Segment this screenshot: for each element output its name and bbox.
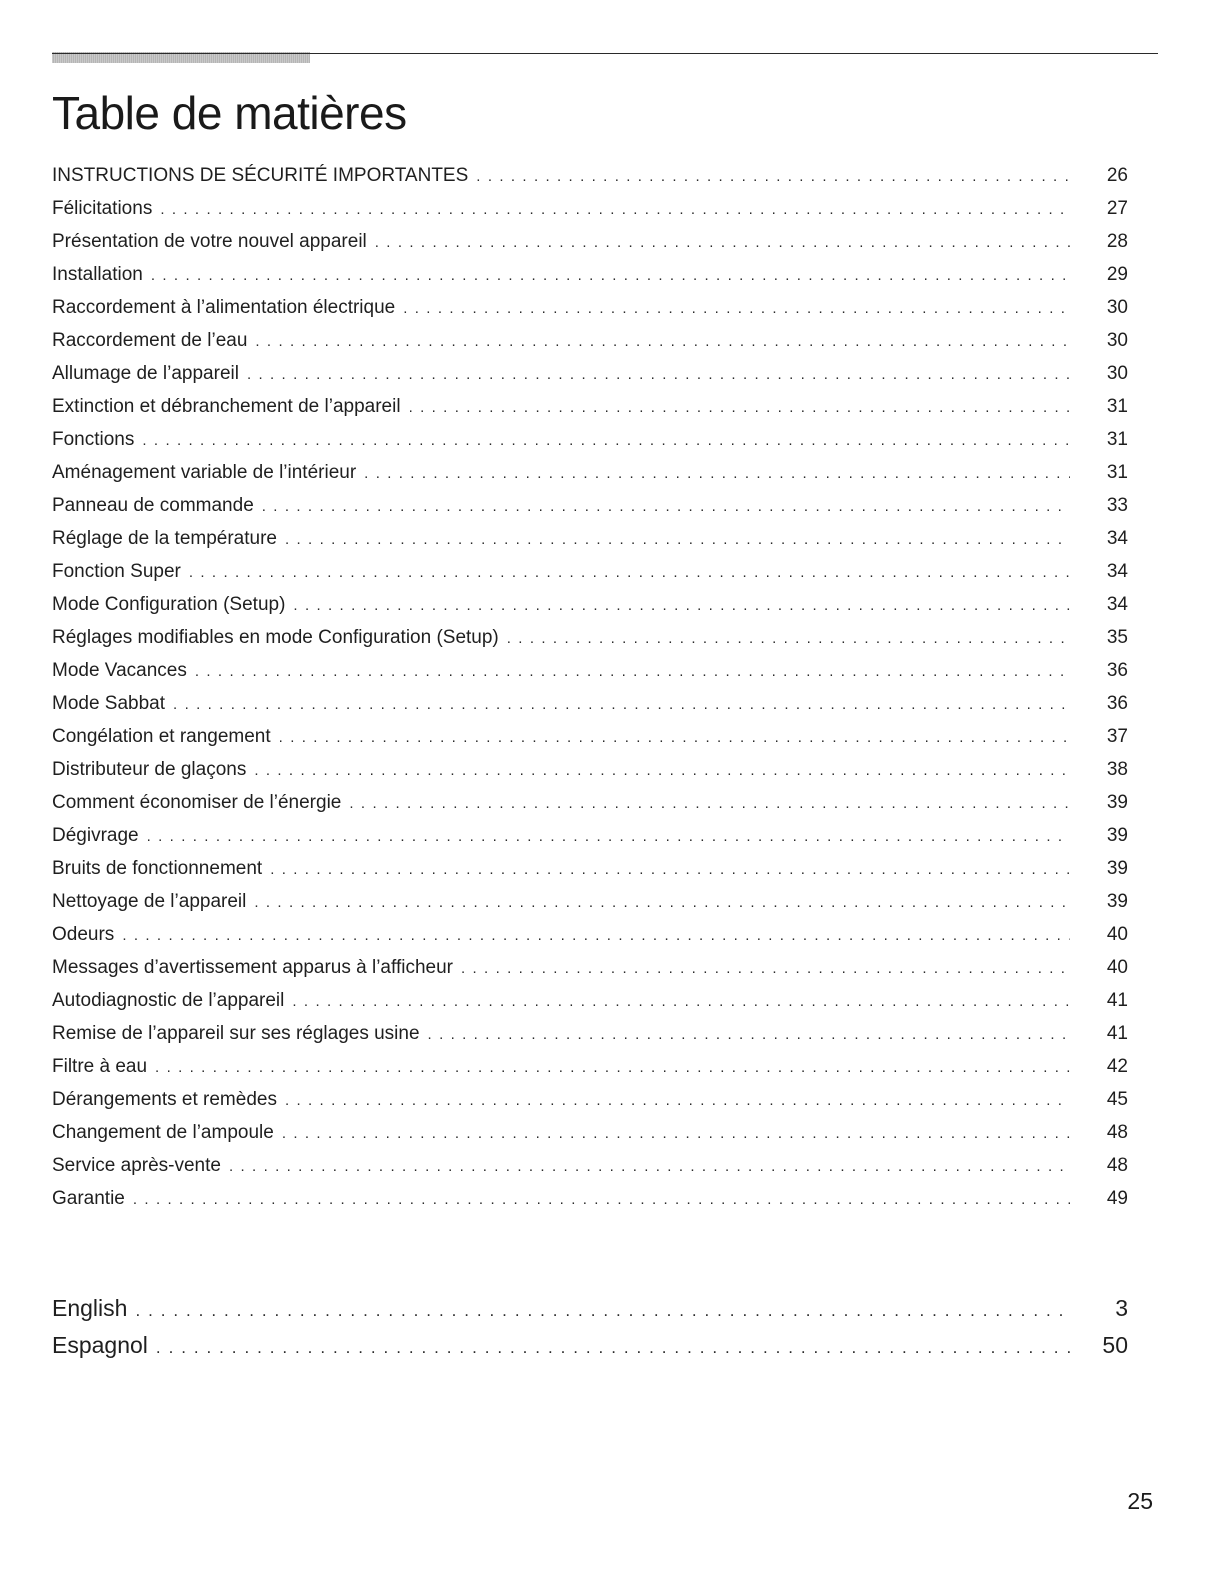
toc-entry[interactable] — [52, 594, 1128, 627]
toc-entry[interactable] — [52, 957, 1128, 990]
page-title: Table de matières — [52, 87, 407, 139]
toc-entry[interactable] — [52, 528, 1128, 561]
toc-entry-label: Dérangements et remèdes — [52, 1089, 277, 1110]
language-entry[interactable] — [52, 1332, 1128, 1369]
toc-entry-label: Autodiagnostic de l’appareil — [52, 990, 285, 1011]
toc-entry-label: Congélation et rangement — [52, 726, 271, 747]
toc-entry[interactable] — [52, 495, 1128, 528]
toc-entry[interactable] — [52, 1188, 1128, 1221]
toc-entry[interactable] — [52, 792, 1128, 825]
toc-entry-label: Fonction Super — [52, 561, 181, 582]
toc-entry-page: 40 — [1106, 924, 1128, 945]
dot-leader — [279, 729, 1070, 746]
dot-leader — [375, 234, 1070, 251]
toc-entry-page: 33 — [1106, 495, 1128, 516]
dot-leader — [409, 399, 1070, 416]
toc-entry-page: 41 — [1106, 990, 1128, 1011]
toc-entry-label: Raccordement à l’alimentation électrique — [52, 297, 396, 318]
toc-entry[interactable] — [52, 429, 1128, 462]
dot-leader — [285, 531, 1070, 548]
page-number: 25 — [1127, 1488, 1153, 1514]
toc-entry-label: Remise de l’appareil sur ses réglages usine — [52, 1023, 420, 1044]
language-entry-label: English — [52, 1295, 128, 1321]
toc-entry[interactable] — [52, 1056, 1128, 1089]
dot-leader — [282, 1125, 1070, 1142]
toc-entry[interactable] — [52, 891, 1128, 924]
toc-entry[interactable] — [52, 1155, 1128, 1188]
toc-entry[interactable] — [52, 1122, 1128, 1155]
toc-entry-label: Présentation de votre nouvel appareil — [52, 231, 367, 252]
dot-leader — [254, 762, 1070, 779]
toc-entry-page: 39 — [1106, 858, 1128, 879]
dot-leader — [428, 1026, 1070, 1043]
toc-entry-page: 31 — [1106, 462, 1128, 483]
dot-leader — [476, 168, 1070, 185]
toc-entry-page: 37 — [1106, 726, 1128, 747]
toc-entry-page: 42 — [1106, 1056, 1128, 1077]
toc-entry-page: 36 — [1106, 693, 1128, 714]
dot-leader — [122, 927, 1070, 944]
toc-entry-label: Réglage de la température — [52, 528, 277, 549]
toc-entry[interactable] — [52, 264, 1128, 297]
toc-entry[interactable] — [52, 231, 1128, 264]
toc-entry-label: Félicitations — [52, 198, 153, 219]
toc-entry[interactable] — [52, 990, 1128, 1023]
toc-entry-page: 39 — [1106, 825, 1128, 846]
toc-entry-label: Dégivrage — [52, 825, 139, 846]
dot-leader — [403, 300, 1070, 317]
toc-entry[interactable] — [52, 660, 1128, 693]
toc-entry[interactable] — [52, 363, 1128, 396]
toc-entry-label: Mode Configuration (Setup) — [52, 594, 286, 615]
toc-entry-label: Allumage de l’appareil — [52, 363, 239, 384]
toc-entry-label: Mode Sabbat — [52, 693, 166, 714]
dot-leader — [247, 366, 1070, 383]
toc-entry[interactable] — [52, 693, 1128, 726]
toc-entry-page: 30 — [1106, 330, 1128, 351]
header-rule — [52, 53, 1158, 54]
dot-leader — [507, 630, 1070, 647]
toc-entry-page: 40 — [1106, 957, 1128, 978]
toc-entry-label: Service après-vente — [52, 1155, 221, 1176]
toc-entry-label: Extinction et débranchement de l’appareil — [52, 396, 401, 417]
toc-entry-label: Changement de l’ampoule — [52, 1122, 274, 1143]
dot-leader — [270, 861, 1070, 878]
dot-leader — [364, 465, 1070, 482]
dot-leader — [133, 1191, 1070, 1208]
dot-leader — [156, 1338, 1070, 1358]
dot-leader — [160, 201, 1070, 218]
toc-entry[interactable] — [52, 297, 1128, 330]
dot-leader — [189, 564, 1070, 581]
toc-entry-page: 34 — [1106, 528, 1128, 549]
toc-entry[interactable] — [52, 396, 1128, 429]
toc-entry-page: 39 — [1106, 792, 1128, 813]
toc-entry[interactable] — [52, 561, 1128, 594]
toc-entry-page: 30 — [1106, 297, 1128, 318]
toc-entry[interactable] — [52, 330, 1128, 363]
toc-entry-page: 26 — [1106, 165, 1128, 186]
toc-entry[interactable] — [52, 1023, 1128, 1056]
toc-entry-page: 45 — [1106, 1089, 1128, 1110]
dot-leader — [135, 1301, 1070, 1321]
toc-entry-label: Nettoyage de l’appareil — [52, 891, 247, 912]
language-sections — [52, 1295, 1128, 1369]
toc-entry-page: 29 — [1106, 264, 1128, 285]
dot-leader — [147, 828, 1070, 845]
toc-entry-page: 31 — [1106, 429, 1128, 450]
toc-entry[interactable] — [52, 198, 1128, 231]
dot-leader — [229, 1158, 1070, 1175]
toc-entry-page: 34 — [1106, 561, 1128, 582]
toc-entry-label: Garantie — [52, 1188, 125, 1209]
toc-entry-label: Odeurs — [52, 924, 115, 945]
toc-entry-label: Réglages modifiables en mode Configuration (Setup) — [52, 627, 499, 648]
toc-entry-page: 39 — [1106, 891, 1128, 912]
toc-entry-label: Installation — [52, 264, 143, 285]
toc-entry-label: Comment économiser de l’énergie — [52, 792, 342, 813]
language-entry[interactable] — [52, 1295, 1128, 1332]
toc-entry-label: Messages d’avertissement apparus à l’afficheur — [52, 957, 453, 978]
language-entry-page: 50 — [1102, 1332, 1128, 1358]
language-entry-page: 3 — [1115, 1295, 1128, 1321]
toc-entry-label: INSTRUCTIONS DE SÉCURITÉ IMPORTANTES — [52, 165, 469, 186]
toc-entry-page: 30 — [1106, 363, 1128, 384]
toc-entry-page: 27 — [1106, 198, 1128, 219]
toc-entry-label: Raccordement de l’eau — [52, 330, 248, 351]
table-of-contents — [52, 165, 1128, 1221]
dot-leader — [155, 1059, 1070, 1076]
toc-entry[interactable] — [52, 924, 1128, 957]
toc-entry-page: 28 — [1106, 231, 1128, 252]
toc-entry-label: Aménagement variable de l’intérieur — [52, 462, 357, 483]
toc-entry[interactable] — [52, 1089, 1128, 1122]
toc-entry[interactable] — [52, 858, 1128, 891]
dot-leader — [255, 333, 1070, 350]
dot-leader — [262, 498, 1070, 515]
dot-leader — [151, 267, 1070, 284]
toc-entry-label: Fonctions — [52, 429, 135, 450]
toc-entry-label: Mode Vacances — [52, 660, 187, 681]
toc-entry-label: Bruits de fonctionnement — [52, 858, 263, 879]
dot-leader — [195, 663, 1070, 680]
toc-entry-label: Filtre à eau — [52, 1056, 148, 1077]
toc-entry-page: 49 — [1106, 1188, 1128, 1209]
dot-leader — [254, 894, 1070, 911]
toc-entry-page: 41 — [1106, 1023, 1128, 1044]
language-entry-label: Espagnol — [52, 1332, 148, 1358]
toc-entry-page: 38 — [1106, 759, 1128, 780]
toc-entry-page: 36 — [1106, 660, 1128, 681]
dot-leader — [292, 993, 1070, 1010]
toc-entry[interactable] — [52, 825, 1128, 858]
dot-leader — [285, 1092, 1070, 1109]
toc-entry[interactable] — [52, 726, 1128, 759]
toc-entry-page: 48 — [1106, 1122, 1128, 1143]
toc-entry[interactable] — [52, 627, 1128, 660]
toc-entry-label: Distributeur de glaçons — [52, 759, 247, 780]
dot-leader — [461, 960, 1070, 977]
dot-leader — [173, 696, 1070, 713]
toc-entry-page: 31 — [1106, 396, 1128, 417]
toc-entry-page: 35 — [1106, 627, 1128, 648]
dot-leader — [142, 432, 1070, 449]
toc-entry[interactable] — [52, 759, 1128, 792]
dot-leader — [293, 597, 1070, 614]
toc-entry-page: 34 — [1106, 594, 1128, 615]
toc-entry-label: Panneau de commande — [52, 495, 254, 516]
toc-entry-page: 48 — [1106, 1155, 1128, 1176]
toc-entry[interactable] — [52, 165, 1128, 198]
toc-entry[interactable] — [52, 462, 1128, 495]
dot-leader — [349, 795, 1070, 812]
